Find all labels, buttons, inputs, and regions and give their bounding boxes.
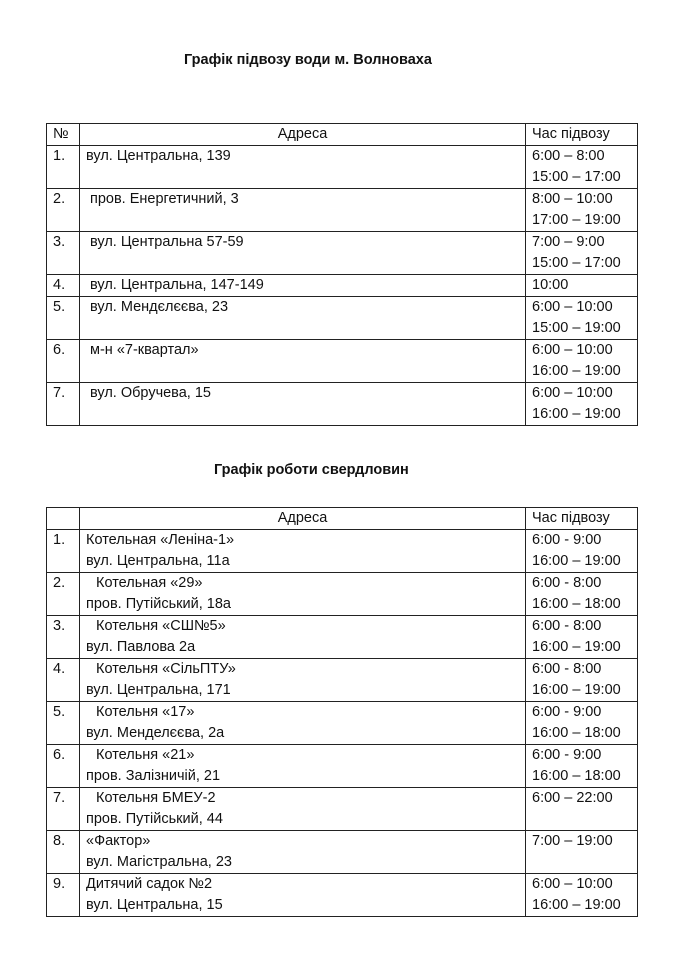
table-row [47, 788, 638, 831]
address-line: вул. Центральна 57-59 [90, 234, 244, 250]
address-line: Котельня «СільПТУ» [96, 661, 236, 677]
address-line: пров. Енергетичний, 3 [90, 191, 239, 207]
time-slot: 15:00 – 17:00 [532, 255, 621, 271]
row-address [80, 340, 526, 383]
time-slot: 6:00 – 10:00 [532, 299, 613, 315]
row-number: 9. [47, 874, 80, 917]
table-row [47, 702, 638, 745]
header-address: Адреса [80, 124, 526, 146]
table-row [47, 340, 638, 383]
table-row [47, 831, 638, 874]
header-number [47, 508, 80, 530]
address-line: Котельня «21» [96, 747, 195, 763]
address-line: вул. Центральна, 15 [86, 897, 223, 913]
time-slot: 7:00 – 9:00 [532, 234, 605, 250]
table-row [47, 659, 638, 702]
row-number: 5. [47, 297, 80, 340]
row-number: 3. [47, 616, 80, 659]
time-slot: 6:00 - 8:00 [532, 618, 602, 634]
row-address [80, 616, 526, 659]
address-line: Котельня БМЕУ-2 [96, 790, 216, 806]
header-number: № [47, 124, 80, 146]
time-slot: 6:00 - 9:00 [532, 704, 602, 720]
time-slot: 16:00 – 19:00 [532, 406, 621, 422]
address-line: Котельная «Леніна-1» [86, 532, 235, 548]
row-number: 8. [47, 831, 80, 874]
row-time [526, 275, 638, 297]
row-address [80, 275, 526, 297]
address-line: м-н «7-квартал» [90, 342, 199, 358]
row-time [526, 530, 638, 573]
address-line: вул. Обручева, 15 [90, 385, 211, 401]
address-line: вул. Менделєєва, 2а [86, 725, 225, 741]
row-time [526, 146, 638, 189]
table-row [47, 189, 638, 232]
row-time [526, 831, 638, 874]
row-address [80, 297, 526, 340]
row-time [526, 189, 638, 232]
address-line: вул. Центральна, 147-149 [90, 277, 264, 293]
row-time [526, 702, 638, 745]
time-slot: 6:00 - 9:00 [532, 532, 602, 548]
row-number: 1. [47, 146, 80, 189]
table-row [47, 530, 638, 573]
address-line: пров. Путійський, 44 [86, 811, 223, 827]
time-slot: 6:00 - 8:00 [532, 575, 602, 591]
row-number: 6. [47, 745, 80, 788]
header-time: Час підвозу [526, 508, 638, 530]
address-line: вул. Центральна, 171 [86, 682, 231, 698]
row-number: 2. [47, 573, 80, 616]
table-header-row [47, 124, 638, 146]
row-time [526, 788, 638, 831]
row-number: 2. [47, 189, 80, 232]
address-line: Котельня «17» [96, 704, 195, 720]
table-row [47, 874, 638, 917]
wells-schedule-title: Графік роботи свердловин [214, 462, 409, 478]
row-address [80, 573, 526, 616]
time-slot: 16:00 – 18:00 [532, 725, 621, 741]
time-slot: 16:00 – 18:00 [532, 596, 621, 612]
address-line: вул. Центральна, 139 [86, 148, 231, 164]
row-time [526, 232, 638, 275]
time-slot: 7:00 – 19:00 [532, 833, 613, 849]
row-number: 1. [47, 530, 80, 573]
table-row [47, 275, 638, 297]
row-address [80, 788, 526, 831]
time-slot: 6:00 - 8:00 [532, 661, 602, 677]
row-time [526, 573, 638, 616]
water-schedule-table [46, 123, 638, 426]
time-slot: 6:00 – 10:00 [532, 385, 613, 401]
table-row [47, 573, 638, 616]
time-slot: 10:00 [532, 277, 569, 293]
row-time [526, 659, 638, 702]
address-line: вул. Центральна, 11а [86, 553, 230, 569]
row-address [80, 530, 526, 573]
row-number: 7. [47, 383, 80, 426]
row-address [80, 383, 526, 426]
time-slot: 16:00 – 18:00 [532, 768, 621, 784]
time-slot: 17:00 – 19:00 [532, 212, 621, 228]
address-line: Котельная «29» [96, 575, 203, 591]
time-slot: 16:00 – 19:00 [532, 363, 621, 379]
row-address [80, 702, 526, 745]
water-schedule-title: Графік підвозу води м. Волноваха [184, 52, 432, 68]
time-slot: 15:00 – 17:00 [532, 169, 621, 185]
table-row [47, 745, 638, 788]
time-slot: 6:00 – 8:00 [532, 148, 605, 164]
address-line: вул. Мендєлєєва, 23 [90, 299, 229, 315]
row-address [80, 659, 526, 702]
address-line: Котельня «СШ№5» [96, 618, 226, 634]
table-row [47, 616, 638, 659]
row-number: 6. [47, 340, 80, 383]
time-slot: 6:00 – 10:00 [532, 342, 613, 358]
address-line: пров. Залізничій, 21 [86, 768, 221, 784]
time-slot: 16:00 – 19:00 [532, 639, 621, 655]
row-address [80, 874, 526, 917]
row-time [526, 383, 638, 426]
row-address [80, 146, 526, 189]
time-slot: 16:00 – 19:00 [532, 897, 621, 913]
time-slot: 6:00 - 9:00 [532, 747, 602, 763]
table-row [47, 383, 638, 426]
row-number: 7. [47, 788, 80, 831]
row-time [526, 745, 638, 788]
row-time [526, 874, 638, 917]
time-slot: 6:00 – 10:00 [532, 876, 613, 892]
table-header-row [47, 508, 638, 530]
row-number: 4. [47, 275, 80, 297]
row-time [526, 340, 638, 383]
address-line: вул. Павлова 2а [86, 639, 196, 655]
address-line: Дитячий садок №2 [86, 876, 213, 892]
row-address [80, 745, 526, 788]
row-address [80, 831, 526, 874]
row-number: 3. [47, 232, 80, 275]
row-number: 4. [47, 659, 80, 702]
row-time [526, 297, 638, 340]
row-number: 5. [47, 702, 80, 745]
table-row [47, 146, 638, 189]
time-slot: 16:00 – 19:00 [532, 682, 621, 698]
table-row [47, 297, 638, 340]
row-time [526, 616, 638, 659]
time-slot: 6:00 – 22:00 [532, 790, 613, 806]
row-address [80, 232, 526, 275]
header-time: Час підвозу [526, 124, 638, 146]
table-row [47, 232, 638, 275]
time-slot: 15:00 – 19:00 [532, 320, 621, 336]
header-address: Адреса [80, 508, 526, 530]
address-line: вул. Магістральна, 23 [86, 854, 232, 870]
time-slot: 8:00 – 10:00 [532, 191, 613, 207]
address-line: пров. Путійський, 18а [86, 596, 231, 612]
address-line: «Фактор» [86, 833, 151, 849]
wells-schedule-table [46, 507, 638, 917]
time-slot: 16:00 – 19:00 [532, 553, 621, 569]
row-address [80, 189, 526, 232]
